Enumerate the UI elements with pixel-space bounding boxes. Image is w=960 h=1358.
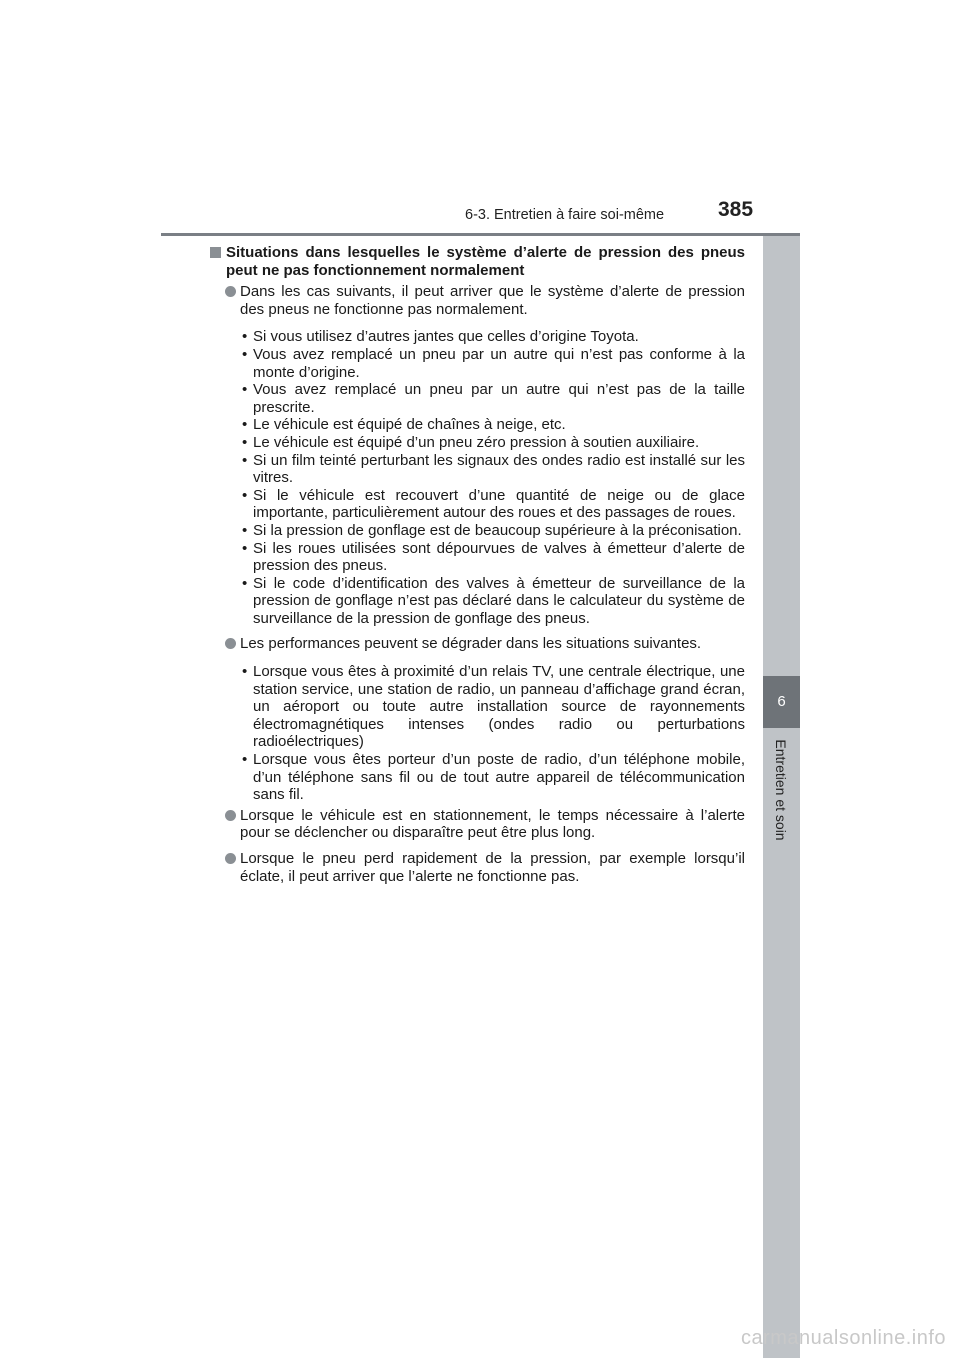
list-item-text: Lorsque vous êtes à proximité d’un relais TV, une centrale électrique, une station service, une station de radio, un panneau d’affichage grand écran, un aéroport ou toute autre installation source de rayonnements électromagnétiques intenses (ondes radio ou perturbations radioélectriques) <box>253 663 745 751</box>
content-area <box>210 244 745 885</box>
list-item-text: Si le code d’identification des valves à émetteur de surveillance de la pression de gonflage n’est pas déclaré dans le calculateur du système de surveillance de la pression de gonflage des pneus. <box>253 574 745 627</box>
list-item <box>210 575 745 628</box>
list-item <box>210 328 745 346</box>
bullet-item <box>210 635 745 653</box>
list-item-text: Si vous utilisez d’autres jantes que celles d’origine Toyota. <box>253 328 639 346</box>
watermark: carmanualsonline.info <box>740 1327 946 1349</box>
dot-bullet-icon: • <box>242 521 248 539</box>
dot-bullet-icon: • <box>242 751 248 769</box>
chapter-tab-number: 6 <box>763 676 800 728</box>
sub-list <box>210 328 745 627</box>
bullet-text: Lorsque le véhicule est en stationnement, le temps nécessaire à l’alerte pour se déclencher ou disparaître peut être plus long. <box>240 806 745 842</box>
bullet-item <box>210 283 745 318</box>
bullet-text: Les performances peuvent se dégrader dans les situations suivantes. <box>240 635 702 653</box>
dot-bullet-icon: • <box>242 486 248 504</box>
header-rule <box>161 233 800 236</box>
dot-bullet-icon: • <box>242 433 248 451</box>
bullet-text: Lorsque le pneu perd rapidement de la pression, par exemple lorsqu’il éclate, il peut arriver que l’alerte ne fonctionne pas. <box>240 850 745 885</box>
list-item-text: Si les roues utilisées sont dépourvues de valves à émetteur d’alerte de pression des pneus. <box>253 539 745 575</box>
dot-bullet-icon: • <box>242 539 248 557</box>
sub-list <box>210 663 745 804</box>
bullet-text: Dans les cas suivants, il peut arriver que le système d’alerte de pression des pneus ne fonctionne pas normalement. <box>240 283 745 318</box>
list-item-text: Vous avez remplacé un pneu par un autre qui n’est pas conforme à la monte d’origine. <box>253 345 745 381</box>
section-heading-text: Situations dans lesquelles le système d’alerte de pression des pneus peut ne pas fonctionnement normalement <box>226 244 745 279</box>
list-item <box>210 416 745 434</box>
dot-bullet-icon: • <box>242 416 248 434</box>
square-bullet-icon <box>210 247 221 258</box>
page-number: 385 <box>718 198 754 221</box>
list-item <box>210 346 745 381</box>
header-section-title: 6-3. Entretien à faire soi-même <box>465 207 665 223</box>
circle-bullet-icon <box>225 853 236 864</box>
list-item <box>210 487 745 522</box>
dot-bullet-icon: • <box>242 663 248 681</box>
list-item-text: Si la pression de gonflage est de beaucoup supérieure à la préconisation. <box>253 521 742 539</box>
dot-bullet-icon: • <box>242 345 248 363</box>
list-item <box>210 751 745 804</box>
list-item-text: Le véhicule est équipé d’un pneu zéro pression à soutien auxiliaire. <box>253 433 700 451</box>
list-item-text: Le véhicule est équipé de chaînes à neige, etc. <box>253 416 566 434</box>
list-item <box>210 522 745 540</box>
bullet-item <box>210 850 745 885</box>
list-item <box>210 434 745 452</box>
list-item-text: Si le véhicule est recouvert d’une quantité de neige ou de glace importante, particulièrement autour des roues et des passages de roues. <box>253 486 745 522</box>
dot-bullet-icon: • <box>242 574 248 592</box>
circle-bullet-icon <box>225 638 236 649</box>
circle-bullet-icon <box>225 810 236 821</box>
list-item <box>210 381 745 416</box>
section-heading <box>210 244 745 279</box>
dot-bullet-icon: • <box>242 451 248 469</box>
circle-bullet-icon <box>225 286 236 297</box>
list-item-text: Si un film teinté perturbant les signaux des ondes radio est installé sur les vitres. <box>253 451 745 487</box>
list-item-text: Vous avez remplacé un pneu par un autre qui n’est pas de la taille prescrite. <box>253 381 745 416</box>
bullet-item <box>210 807 745 842</box>
dot-bullet-icon: • <box>242 328 248 346</box>
dot-bullet-icon: • <box>242 381 248 399</box>
list-item-text: Lorsque vous êtes porteur d’un poste de radio, d’un téléphone mobile, d’un téléphone sans fil ou de tout autre appareil de télécommunication sans fil. <box>253 751 745 804</box>
list-item <box>210 663 745 751</box>
list-item <box>210 452 745 487</box>
chapter-tab-label: Entretien et soin <box>773 739 789 841</box>
chapter-tab-top <box>763 236 800 676</box>
list-item <box>210 540 745 575</box>
